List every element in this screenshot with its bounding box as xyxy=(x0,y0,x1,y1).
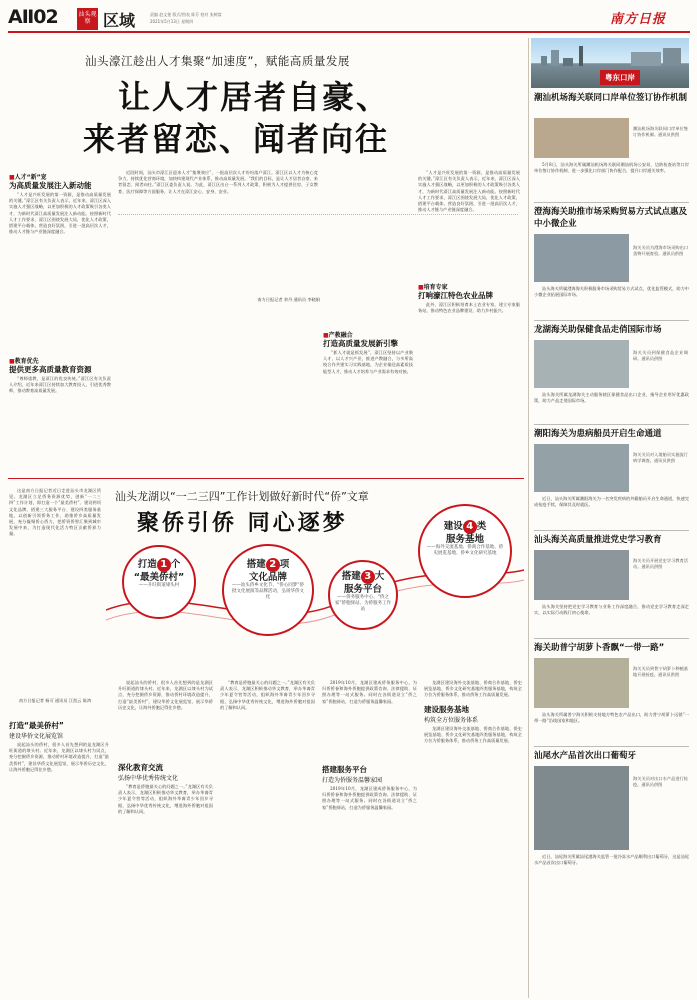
top-sub4-label: ■培育专家 xyxy=(418,284,448,291)
top-col4-body: “人才是兴旺发展的第一资源，是推动高质量发展的关键。”濠江区有关负责人表示，近年来，濠江区深入实施人才强区战略，以更加积极的人才政策吸引各类人才，为新时代濠江高质量发展注入新动能。按照新时代人才工作要求，濠江区围绕发展大局，优化人才政策，搭建平台载体，营造良好氛围，引进一批高层次人才，推动人才链与产业链深度融合。 xyxy=(418,170,520,213)
mid-col4-top-body: 2019年10月，龙湖区建成侨务服务中心，为归侨侨眷和海外侨胞提供政策咨询、法律援助、证照办理等一站式服务。同时在各街道设立“侨之家”侨胞驿站，打造为侨服务温馨家园。 xyxy=(322,680,417,704)
right-item-5-body: 汕头海关坚持把党史学习教育与业务工作深度融合，推动党史学习教育走深走实，以实际行动践行初心使命。 xyxy=(534,604,689,616)
header-date: 2021年5月13日 星期四 xyxy=(150,19,194,24)
right-item-3-photo xyxy=(534,340,629,388)
masthead-logo: 南方日报 xyxy=(610,12,667,27)
top-sub4-head: 打响濠江特色农业品牌 xyxy=(418,291,493,300)
mid-rule xyxy=(8,478,524,479)
right-item-5-photo xyxy=(534,550,629,600)
mid-sub2-head: 深化教育交流 xyxy=(118,763,163,772)
section-name: 区域 xyxy=(103,11,136,30)
mid-sub4-sub: 构筑全方位服务体系 xyxy=(424,717,479,724)
mid-sub1-body: 说起汕头的侨村，很多人首先想到的是龙湖区升旺街道的埭头村。近年来，龙湖区以埭头村为试点，充分挖掘侨乡资源，推动侨村环境改造提升，打造“最美侨村”，建设华侨文化展览馆，展示华侨历史文化，让海外侨胞记得住乡愁。 xyxy=(9,742,109,772)
top-col2-body: 近段时间，汕头市濠江区迎来人才“集聚效应”，一批高层次人才纷纷落户濠江。濠江区以人才为核心竞争力，持续优化营商环境，加快构建现代产业体系，推动高质量发展。“我们的目标，是让人才居者自豪、来者留恋、闻者向往。”濠江区委负责人说。为此，濠江区出台一系列人才政策，积极为人才提供住房、子女教育、医疗保障等方面服务，让人才在濠江安心、安身、安业。 xyxy=(118,170,318,194)
right-item-7-body: 近日，汕尾海关所属汕尾港海关监管一批冷冻水产品顺利出口葡萄牙，这是汕尾水产品首次出口葡萄牙。 xyxy=(534,854,689,866)
banner-tag: 粤东口岸 xyxy=(600,70,640,85)
mid-circle-1: 打造 1 个 “最美侨村” ——升旺街道埭头村 xyxy=(122,545,196,619)
mid-sub2-body: “教育是侨胞最关心的问题之一。”龙湖区有关负责人表示，龙湖区积极推动华文教育，举办华裔青少年夏令营等活动，组织海外华裔青少年回乡寻根，弘扬中华优秀传统文化，增进海外侨胞对祖国的了解和认同。 xyxy=(118,784,213,814)
right-item-5-title: 汕头海关高质量推进党史学习教育 xyxy=(534,535,662,545)
right-item-3-body: 汕头海关所属龙湖海关主动服务辖区保健食品出口企业，指导企业用好优惠政策，助力产品走俏国际市场。 xyxy=(534,392,689,404)
top-sub2-head: 提供更多高质量教育资源 xyxy=(9,365,92,374)
right-item-6-caption: 海关关员到普宁胡萝卜种植基地开展检疫。通讯员供图 xyxy=(633,666,688,677)
mid-sub1-sub: 建设华侨文化展览馆 xyxy=(9,733,64,740)
right-item-5-caption: 海关关员开展党史学习教育活动。通讯员供图 xyxy=(633,558,688,569)
mid-story-kicker: 汕头龙湖以“一二三四”工作计划做好新时代“侨”文章 xyxy=(115,490,369,503)
right-item-4-caption: 海关关员对入境船员实施流行病学调查。通讯员供图 xyxy=(633,452,688,463)
right-item-7-title: 汕尾水产品首次出口葡萄牙 xyxy=(534,751,637,761)
right-item-3-caption: 海关关员到保健食品企业调研。通讯员供图 xyxy=(633,350,688,361)
mid-sub3-body: 2019年10月，龙湖区建成侨务服务中心，为归侨侨眷和海外侨胞提供政策咨询、法律援助、证照办理等一站式服务。同时在各街道设立“侨之家”侨胞驿站，打造为侨服务温馨家园。 xyxy=(322,786,417,810)
right-item-2-title: 澄海海关助推市场采购贸易方式试点惠及中小微企业 xyxy=(534,207,688,229)
header-meta xyxy=(150,11,222,25)
right-item-4-title: 潮阳海关为患病船员开启生命通道 xyxy=(534,429,662,439)
mid-sub3-head: 搭建服务平台 xyxy=(322,765,367,774)
right-sep xyxy=(534,530,689,531)
header-editors: 责编 赵文斐 版式/图表 陈芬 校对 张树富 xyxy=(150,12,222,17)
top-sub1-body: “人才是兴旺发展的第一资源，是推动高质量发展的关键。”濠江区有关负责人表示，近年来，濠江区深入实施人才强区战略，以更加积极的人才政策吸引各类人才，为新时代濠江高质量发展注入新动能。按照新时代人才工作要求，濠江区围绕发展大局，优化人才政策，搭建平台载体，营造良好氛围，引进一批高层次人才，推动人才链与产业链深度融合。 xyxy=(9,192,111,235)
top-sub2-body: “尊师重教，是濠江的优良传统。”濠江区有关负责人介绍，近年来濠江区持续加大教育投入，引进优秀教师，推动教育高质量发展。 xyxy=(9,376,111,394)
top-sub2-label: ■教育优先 xyxy=(9,358,39,365)
mid-circle-3: 搭建 3 大 服务平台 ——侨务服务中心、“侨之家”侨胞驿站、为侨服务工作站 xyxy=(328,560,398,630)
right-item-6-title: 海关助普宁胡萝卜香飘“一带一路” xyxy=(534,643,665,653)
top-story-headline-line-2: 来者留恋、闻者向往 xyxy=(83,120,390,158)
top-sub4-body: 此外，濠江区积极培育本土农业专家，建立专家服务站，推动特色农业品牌建设，助力乡村振兴。 xyxy=(418,302,520,314)
right-sep xyxy=(534,746,689,747)
right-item-1-caption: 潮汕机场海关联同口岸单位签订协作机制。通讯员供图 xyxy=(633,126,688,137)
right-item-6-body: 汕头海关所属普宁海关积极支持地方特色农产品出口，助力普宁胡萝卜远销“一带一路”沿线国家和地区。 xyxy=(534,712,689,724)
right-item-7-caption: 海关关员对出口水产品进行检疫。通讯员供图 xyxy=(633,776,688,787)
mid-left-body: 这是南方日报记者近日走进汕头市龙湖区所见。龙湖区立足侨务资源优势，创新“一二三四”工作计划，即打造一个“最美侨村”、建设两项文化品牌、搭建三大服务平台、建设四类服务基地，以创新引领侨务工作，助推侨乡高质量发展，充分凝聚侨心侨力，把侨资侨智汇聚到城市发展中来，为打造现代化活力特区贡献侨界力量。 xyxy=(9,488,101,537)
top-sub1-label: ■人才“新”宠 xyxy=(9,174,47,181)
right-item-4-photo xyxy=(534,444,629,492)
page-number: AⅡ02 xyxy=(8,6,58,28)
mid-circle-4: 建设 4 类 服务基地 ——海外交流基地、侨商合作基地、侨史展览基地、侨乡文化研究基地 xyxy=(418,504,512,598)
right-item-2-photo xyxy=(534,234,629,282)
mid-sub3-sub: 打造为侨服务温馨家园 xyxy=(322,777,383,784)
top-sub3-label: ■产教融合 xyxy=(323,332,353,339)
header-rule xyxy=(8,31,690,33)
right-sep xyxy=(534,320,689,321)
mid-sub4-head: 建设服务基地 xyxy=(424,705,469,714)
mid-col3-body: “教育是侨胞最关心的问题之一。”龙湖区有关负责人表示，龙湖区积极推动华文教育，举办华裔青少年夏令营等活动，组织海外华裔青少年回乡寻根，弘扬中华优秀传统文化，增进海外侨胞对祖国的了解和认同。 xyxy=(220,680,315,710)
mid-sub4-body: 龙湖区建设海外交流基地、侨商合作基地、侨史展览基地、侨乡文化研究基地四类服务基地，构筑全方位为侨服务体系，推动侨务工作高质量发展。 xyxy=(424,726,522,744)
right-item-7-photo xyxy=(534,766,629,850)
mid-sub1-head: 打造“最美侨村” xyxy=(9,721,64,730)
top-sub3-body: “抓人才就是抓发展”，濠江区坚持以产业聚人才、以人才兴产业，推进产教融合，与多所高校合作共建实习实践基地，为企业输送高素质技能型人才，推动人才培养与产业需求有效对接。 xyxy=(323,350,413,374)
right-item-2-body: 汕头海关所属澄海海关积极服务市场采购贸易方式试点，优化监管模式，助力中小微企业拓展国际市场。 xyxy=(534,286,689,298)
right-item-1-photo xyxy=(534,118,629,158)
mid-sub2-sub: 弘扬中华优秀传统文化 xyxy=(118,775,179,782)
mid-story-headline: 聚侨引侨 同心逐梦 xyxy=(137,510,348,536)
mid-circle-2: 搭建 2 项 文化品牌 ——汕头侨乡文化节、“侨心同梦”侨批文化展演等品牌活动，弘扬华侨文化 xyxy=(222,544,314,636)
mid-byline: 南方日报记者 杨可 通讯员 江凯云 陈鸿 xyxy=(18,698,92,703)
top-story-headline-line-1: 让人才居者自豪、 xyxy=(118,78,391,116)
top-sub1-head: 为高质量发展注入新动能 xyxy=(9,181,92,190)
right-sep xyxy=(534,202,689,203)
top-sub3-head: 打造高质量发展新引擎 xyxy=(323,339,398,348)
top-divider xyxy=(118,214,518,215)
right-sep xyxy=(534,638,689,639)
right-sep xyxy=(534,424,689,425)
top-story-kicker: 汕头濠江趁出人才集聚“加速度”，赋能高质量发展 xyxy=(85,54,350,68)
right-item-4-body: 近日，汕头海关所属潮阳海关为一名突发疾病的外籍船员开启生命通道，快速完成检疫手续，保障其及时就医。 xyxy=(534,496,689,508)
right-item-1-body: 5月8日，汕头海关所属潮汕机场海关联同潮汕机场公安局、边防检查站等口岸单位签订协作机制，进一步强化口岸部门协作配合，提升口岸通关效率。 xyxy=(534,162,689,174)
right-item-3-title: 龙湖海关助保健食品走俏国际市场 xyxy=(534,325,662,335)
right-item-6-photo xyxy=(534,658,629,708)
mid-col2-top-body: 说起汕头的侨村，很多人首先想到的是龙湖区升旺街道的埭头村。近年来，龙湖区以埭头村为试点，充分挖掘侨乡资源，推动侨村环境改造提升，打造“最美侨村”，建设华侨文化展览馆，展示华侨历史文化，让海外侨胞记得住乡愁。 xyxy=(118,680,213,710)
top-story-byline: 南方日报记者 余丹 通讯员 李晓娟 xyxy=(257,297,320,302)
right-item-2-caption: 海关关员为澄海市场采购出口货物开展查验。通讯员供图 xyxy=(633,245,688,256)
mid-col5-top-body: 龙湖区建设海外交流基地、侨商合作基地、侨史展览基地、侨乡文化研究基地四类服务基地，构筑全方位为侨服务体系，推动侨务工作高质量发展。 xyxy=(424,680,522,698)
section-box: 汕头观察 xyxy=(77,8,98,30)
right-item-1-title: 潮汕机场海关联同口岸单位签订协作机制 xyxy=(534,93,688,103)
